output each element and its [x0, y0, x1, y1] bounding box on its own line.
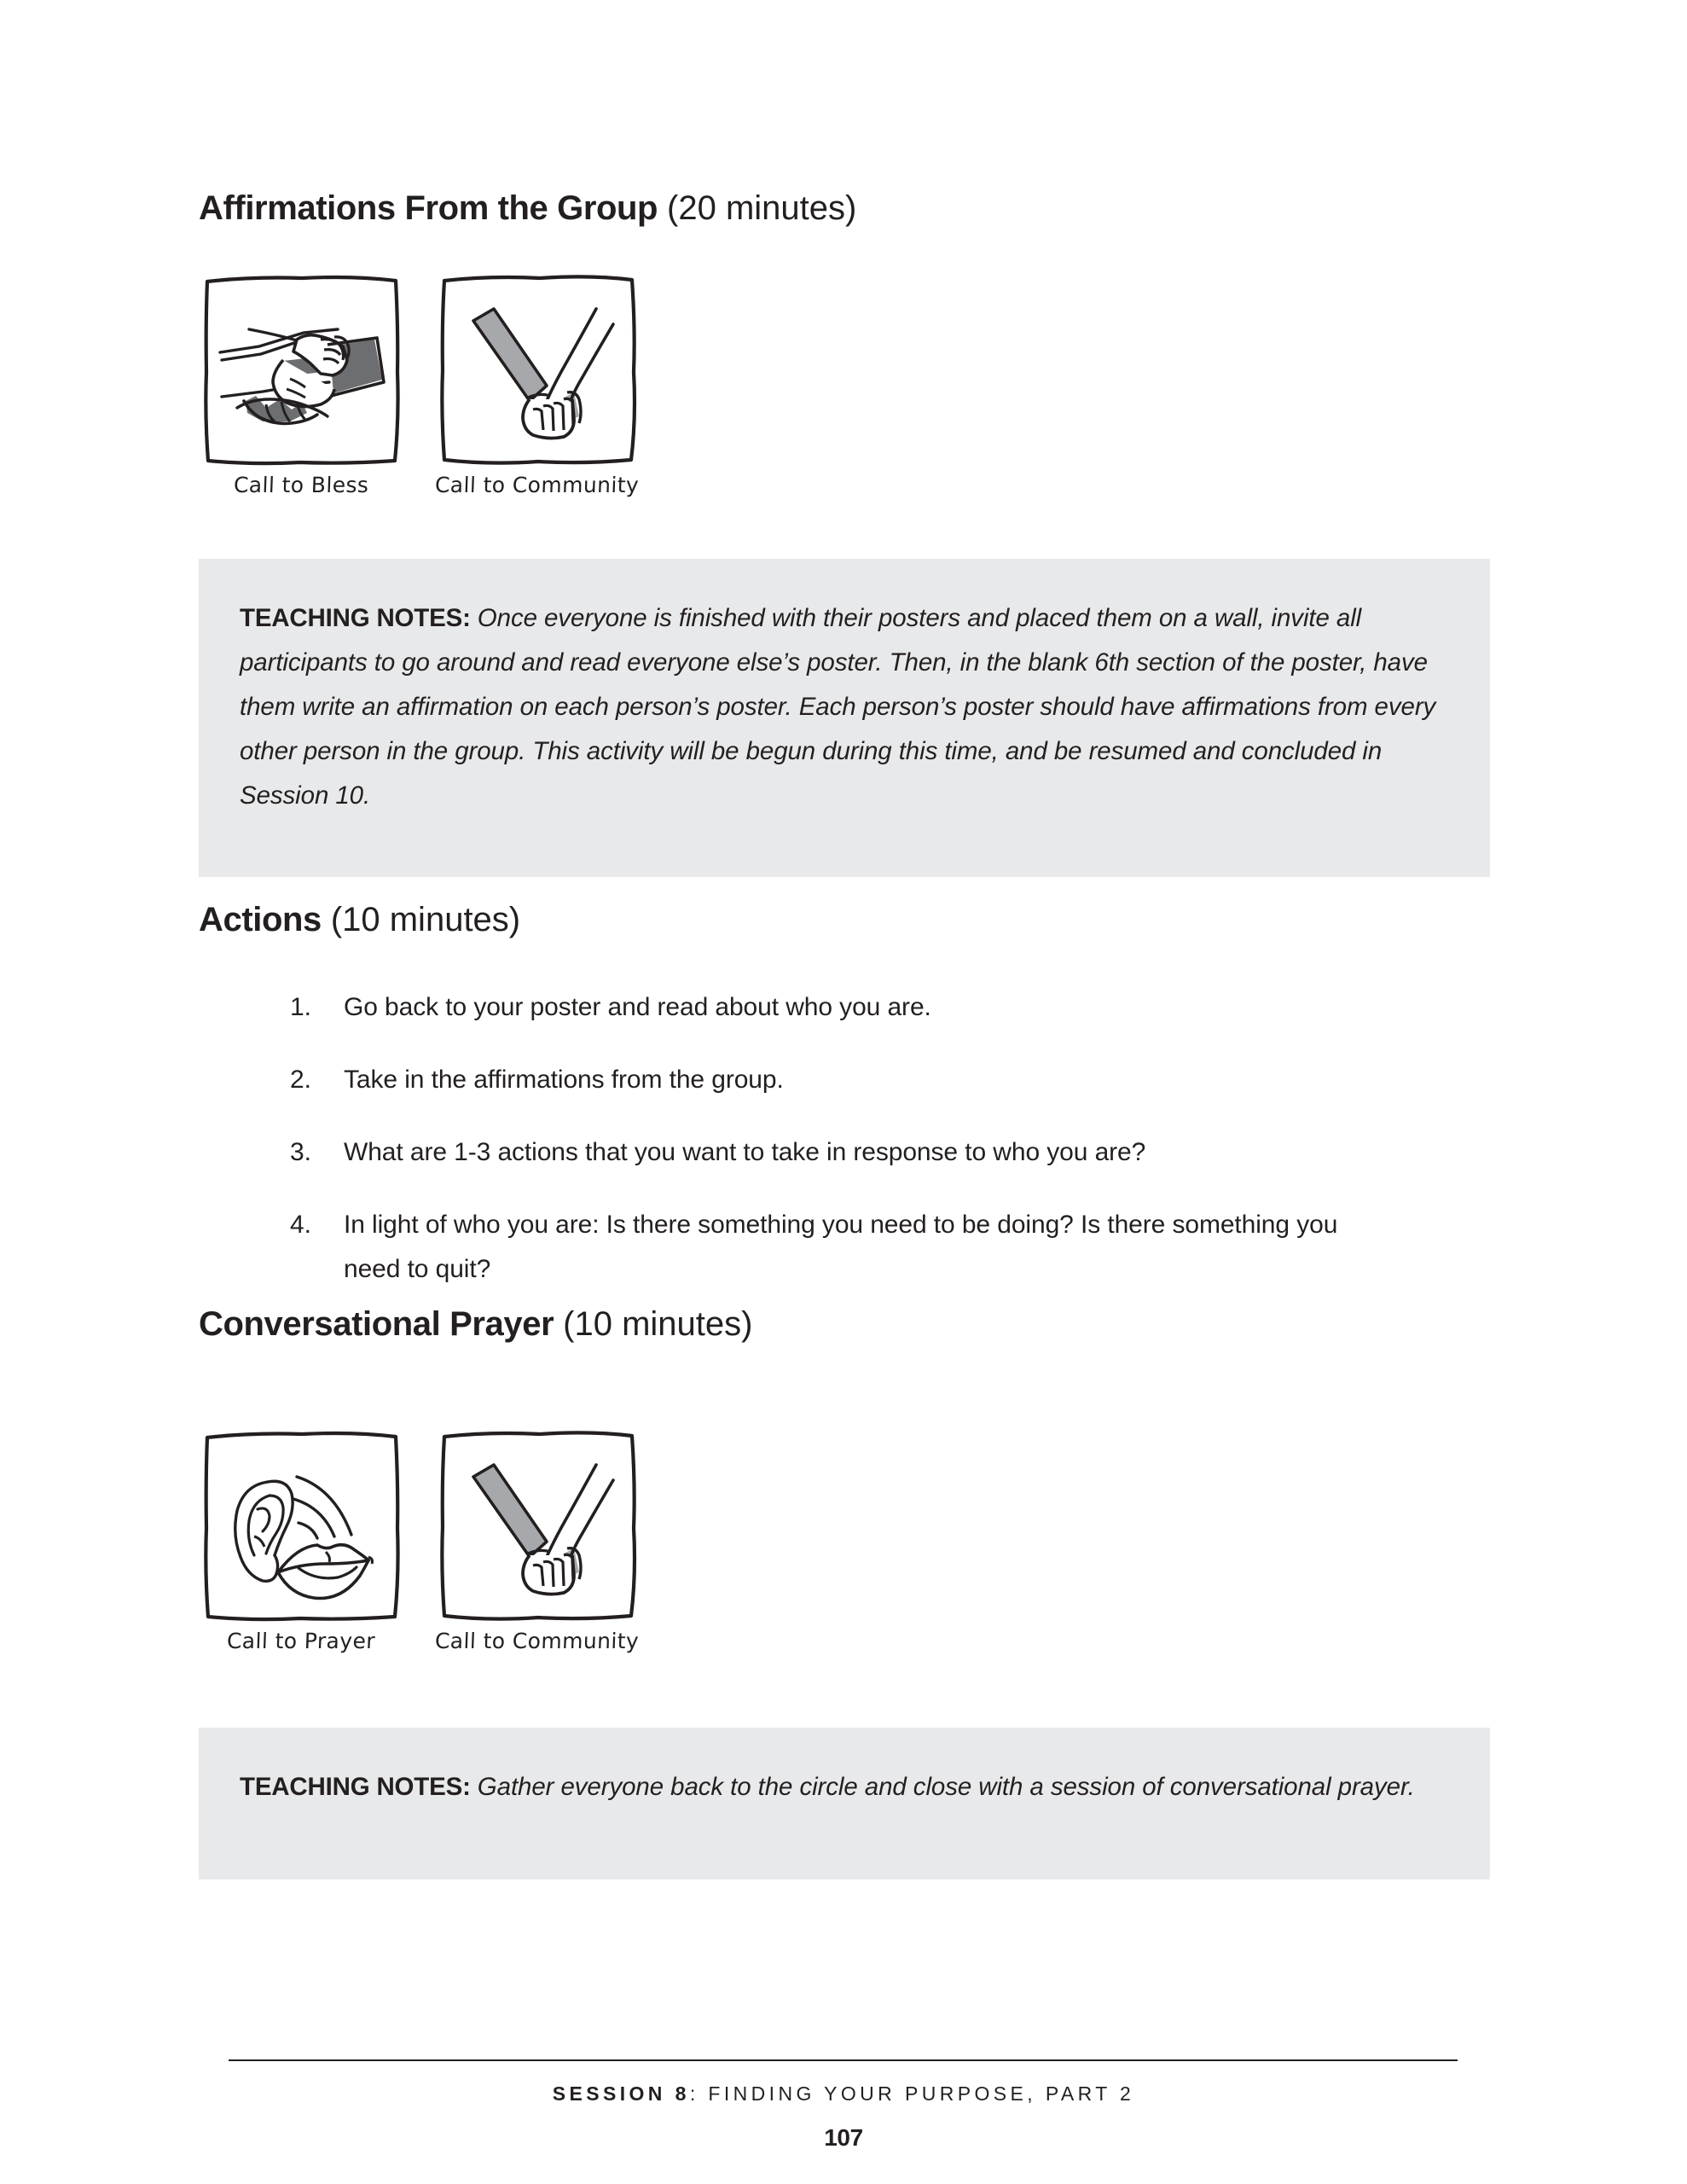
section-title-text: Affirmations From the Group [199, 189, 658, 227]
clasped-hands-icon [438, 271, 638, 468]
section-title-text: Actions [199, 901, 322, 938]
page-number: 107 [824, 2124, 863, 2151]
icon-caption: Call to Community [434, 1629, 641, 1653]
list-item [290, 1130, 1373, 1175]
icon-cell-call-to-community [435, 271, 640, 497]
list-item-text: What are 1-3 actions that you want to take in response to who you are? [344, 1138, 1146, 1166]
icon-caption: Call to Bless [233, 473, 369, 497]
teaching-notes-label: TEACHING NOTES: [240, 1773, 471, 1801]
list-item-number: 4. [290, 1211, 311, 1239]
footer-session-subtitle: FINDING YOUR PURPOSE, PART 2 [708, 2082, 1135, 2105]
section-duration-text: (10 minutes) [330, 901, 521, 938]
teaching-notes-text [240, 596, 1444, 818]
list-item-number: 2. [290, 1066, 311, 1094]
teaching-notes-box [199, 1728, 1490, 1879]
teaching-notes-box [199, 559, 1490, 877]
list-item-number: 3. [290, 1138, 311, 1166]
teaching-notes-text [240, 1765, 1444, 1809]
footer-session-title [0, 2082, 1687, 2106]
list-item-text: Take in the affirmations from the group. [344, 1066, 784, 1094]
icon-cell-call-to-community [435, 1427, 640, 1653]
footer-session-separator: : [689, 2082, 709, 2105]
icon-caption: Call to Prayer [226, 1629, 376, 1653]
teaching-notes-body: Gather everyone back to the circle and close with a session of conversational prayer. [470, 1773, 1415, 1801]
section-duration-text: (10 minutes) [563, 1305, 753, 1343]
icon-cell-call-to-prayer [199, 1427, 403, 1653]
footer-session-label: SESSION 8 [552, 2082, 690, 2105]
page-title-conversational-prayer [199, 1305, 752, 1343]
section-title-text: Conversational Prayer [199, 1305, 554, 1343]
ear-and-lips-icon [201, 1427, 402, 1623]
clasped-hands-icon [438, 1427, 638, 1623]
teaching-notes-body: Once everyone is finished with their posters and placed them on a wall, invite all participants to go around and read everyone else’s poster. Then, in the blank 6th section of the poster, have them write an affirmation on each person’s poster. Each person’s poster should have affirmations from every other person in the group. This activity will be begun during this time, and be resumed and concluded in Session 10. [240, 604, 1436, 810]
page-title-affirmations [199, 189, 856, 227]
list-item [290, 985, 1373, 1030]
handshake-icon [201, 271, 402, 468]
icon-row-prayer [199, 1427, 640, 1653]
footer-divider [229, 2059, 1458, 2061]
icon-cell-call-to-bless [199, 271, 403, 497]
actions-list [290, 985, 1373, 1320]
section-duration-text: (20 minutes) [667, 189, 857, 227]
page-title-actions [199, 901, 520, 938]
teaching-notes-label: TEACHING NOTES: [240, 604, 471, 632]
list-item-number: 1. [290, 993, 311, 1021]
icon-caption: Call to Community [434, 473, 641, 497]
list-item-text: Go back to your poster and read about who you are. [344, 993, 931, 1021]
list-item [290, 1058, 1373, 1102]
icon-row-affirmations [199, 271, 640, 497]
list-item-text: In light of who you are: Is there something you need to be doing? Is there something you need to quit? [344, 1211, 1338, 1283]
list-item [290, 1203, 1373, 1292]
